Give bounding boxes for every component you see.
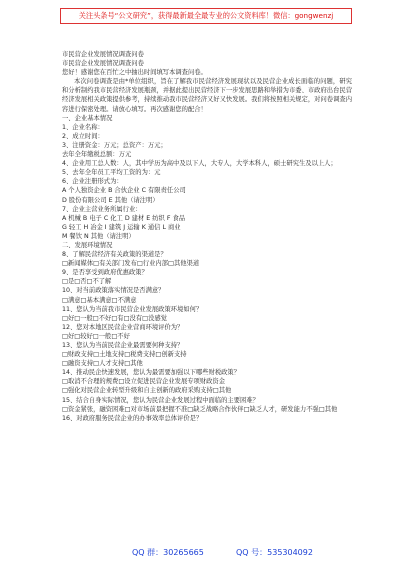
section-heading: 二、发展环境情况 [62, 241, 113, 249]
question-line: 12、您对本地区民营企业营商环境评价为？ [62, 323, 184, 331]
option-line: A 机械 B 电子 C 化工 D 建材 E 纺织 F 食品 [62, 214, 186, 222]
checkbox-option-line: □财政支持□土地支持□税费支持□创新支持 [62, 351, 187, 359]
checkbox-option-line: □是□否□不了解 [62, 278, 112, 286]
checkbox-option-line: □强化对民营企业转型升级和自主创新的政府采购支持□其他 [62, 387, 232, 395]
option-line: G 轻工 H 冶金 I 建筑 J 运输 K 通信 L 商业 [62, 223, 181, 231]
checkbox-option-line: □新闻媒体□有关部门发布□行业内部□其他渠道 [62, 260, 200, 268]
promo-banner: 关注头条号“公文研究”，获得最新最全最专业的公文资料库！微信：gongwenzj [60, 8, 352, 24]
question-line: 2、成立时间： [62, 132, 104, 140]
greeting: 您好！感谢您在百忙之中抽出时间填写本调查问卷。 [62, 69, 207, 77]
question-line: 10、对当前政策落实情况是否满意？ [62, 287, 165, 295]
option-line: A 个人独资企业 B 合伙企业 C 有限责任公司 [62, 187, 186, 195]
question-line: 6、企业注册形式为： [62, 178, 123, 186]
qq-group: QQ 群：30265665 [132, 548, 204, 557]
intro-paragraph: 本次问卷调查是由*单位组织，旨在了解我市民营经济发展现状以及民营企业成长面临的问题，研究和分析制约我市民营经济发展瓶颈，并据此提出民营经济下一步发展思路和举措为市委、市政府出台民营经济发展相关政策提供参考，持续推动我市民营经济又好又快发展。我们将按照相关规定，对问卷调查内容进行保密处理。请放心填写。再次感谢您的配合！ [62, 78, 352, 113]
option-line: M 餐饮 N 其他（请注明） [62, 232, 135, 240]
question-line: 去年全年缴税总额：万元 [62, 151, 132, 159]
checkbox-option-line: □融资支持□人才支持□其他 [62, 360, 143, 368]
question-line: 3、注册资金：万元；总资产：万元； [62, 141, 167, 149]
question-line: 15、结合自身实际情况，您认为民营企业发展过程中面临的主要困难？ [62, 396, 259, 404]
doc-title: 市民营企业发展情况调查问卷 [62, 51, 144, 58]
doc-subtitle: 市民营企业发展情况调查问卷 [62, 60, 144, 68]
option-line: D 股份有限公司 E 其他（请注明） [62, 196, 159, 204]
contact-footer [40, 546, 380, 560]
questionnaire-body [62, 50, 352, 423]
question-line: 13、您认为当前民营企业最需要何种支持？ [62, 342, 184, 349]
checkbox-option-line: □好□较好□一般□不好 [62, 332, 130, 340]
question-line: 16、对政府服务民营企业的办事效率总体评价是？ [62, 414, 203, 422]
question-line: 1、企业名称： [62, 123, 104, 131]
checkbox-option-line: □满意□基本满意□不满意 [62, 296, 137, 304]
qq-number: QQ 号：535304092 [236, 548, 313, 557]
question-line: 9、是否享受到政府优惠政策？ [62, 269, 148, 277]
question-line: 14、推动民企快速发展，您认为最需要加强以下哪些财税政策？ [62, 369, 241, 377]
question-line: 8、了解民营经济有关政策的渠道是？ [62, 251, 167, 259]
checkbox-option-line: □取消不合理的规费□设立促进民营企业发展专项财政资金 [62, 378, 226, 386]
checkbox-option-line: □好□一般□不好□有□没有□没感觉 [62, 314, 167, 322]
question-line: 4、企业用工总人数：人，其中学历为高中及以下人，大专人，大学本科人，硕士研究生及以上人； [62, 160, 337, 168]
question-line: 7、企业主营业务所属行业： [62, 205, 142, 213]
checkbox-option-line: □资金紧张，融资困难□对市场前景把握不准□缺乏战略合作伙伴□缺乏人才，研发能力不强□其他 [62, 405, 338, 413]
question-line: 11、您认为当前我市民营企业发展政策环境如何？ [62, 305, 203, 313]
question-line: 5、去年全年员工平均工资的为：元 [62, 169, 161, 177]
section-heading: 一、企业基本情况 [62, 114, 113, 122]
